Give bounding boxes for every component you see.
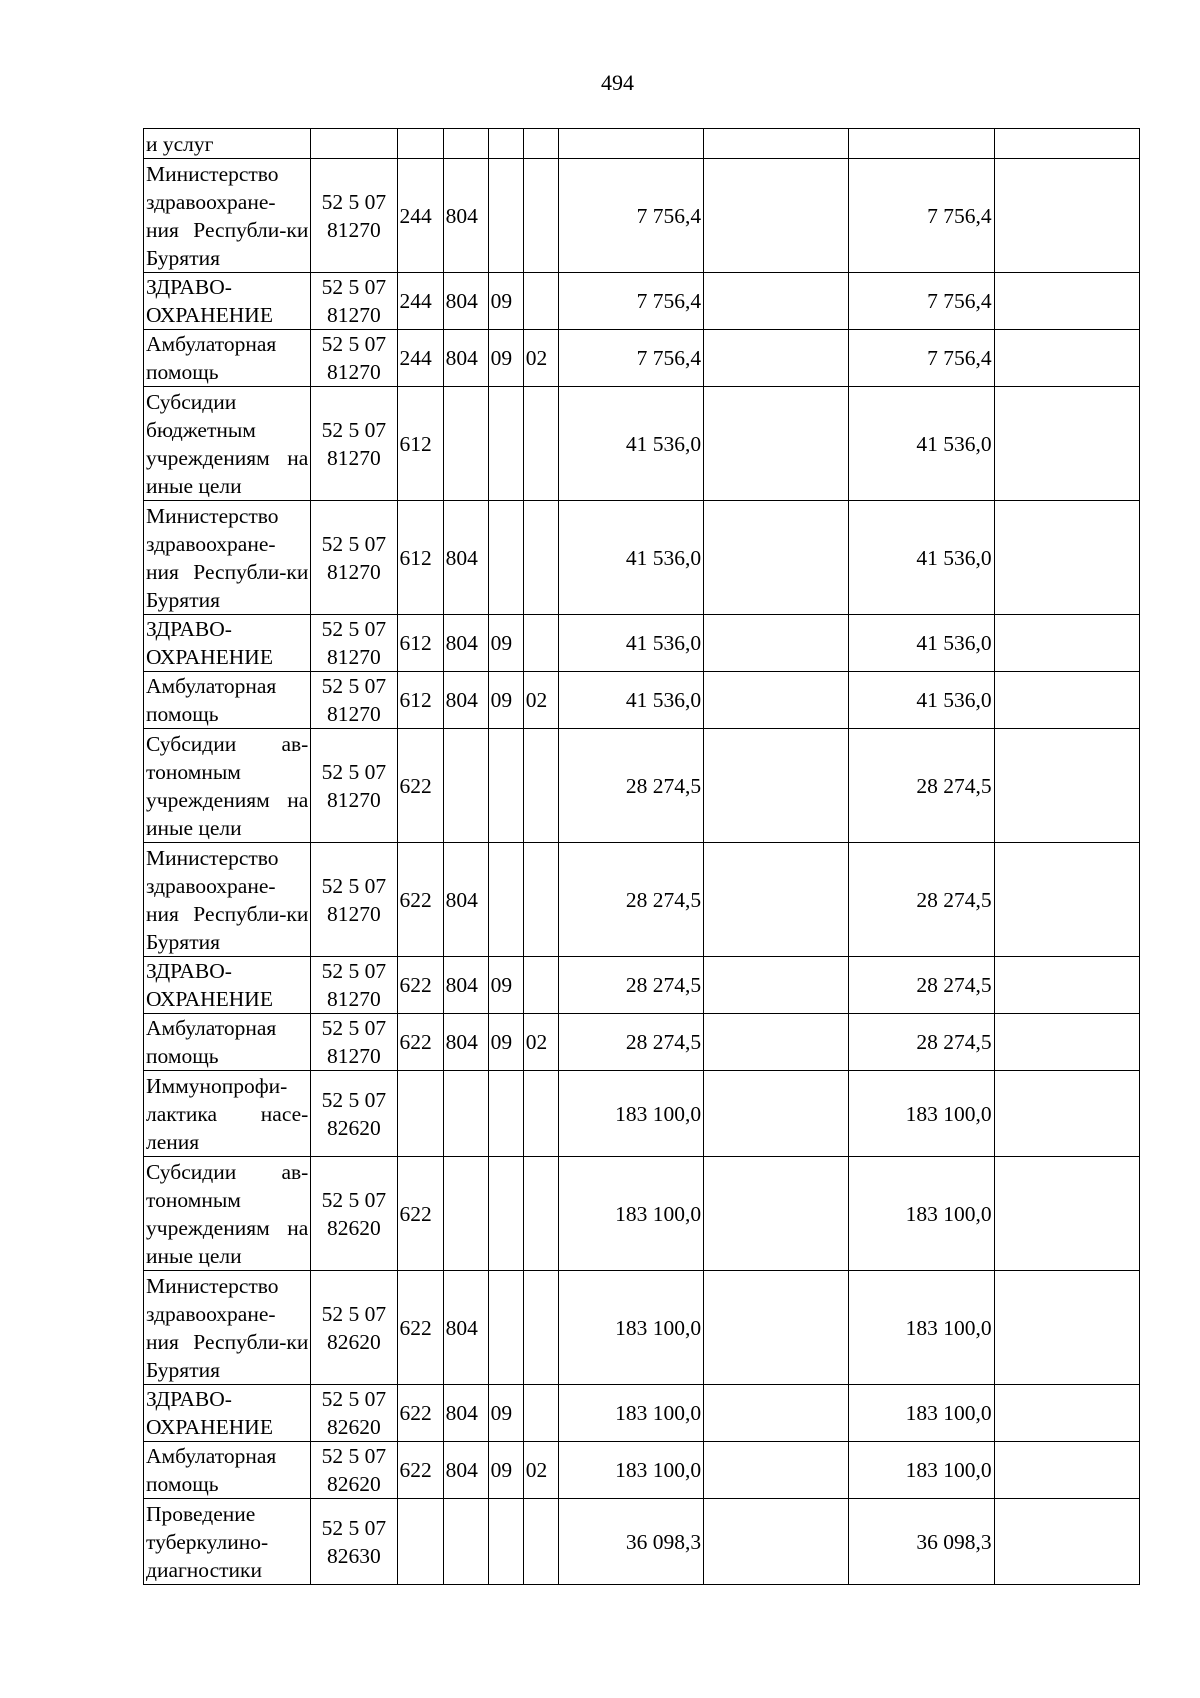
row-name-cell: Амбулаторная помощь bbox=[144, 1014, 311, 1071]
row-sum1-cell: 183 100,0 bbox=[558, 1157, 703, 1271]
row-grbs-cell bbox=[443, 1499, 488, 1585]
row-code-cell: 52 5 07 81270 bbox=[311, 957, 397, 1014]
row-sum3-cell: 28 274,5 bbox=[849, 1014, 994, 1071]
row-sum2-cell bbox=[704, 1385, 849, 1442]
row-sum4-cell bbox=[994, 1014, 1139, 1071]
row-sum4-cell bbox=[994, 1157, 1139, 1271]
row-rz-cell: 09 bbox=[488, 672, 523, 729]
row-sum3-cell: 7 756,4 bbox=[849, 159, 994, 273]
row-sum3-cell: 41 536,0 bbox=[849, 387, 994, 501]
row-vr-cell: 622 bbox=[397, 843, 443, 957]
row-sum2-cell bbox=[704, 1442, 849, 1499]
table-row bbox=[144, 1271, 1140, 1385]
row-sum2-cell bbox=[704, 273, 849, 330]
row-rz-cell bbox=[488, 1271, 523, 1385]
row-pr-cell: 02 bbox=[523, 1442, 558, 1499]
row-sum3-cell: 41 536,0 bbox=[849, 672, 994, 729]
row-code-cell: 52 5 07 81270 bbox=[311, 843, 397, 957]
row-rz-cell bbox=[488, 387, 523, 501]
row-vr-cell: 612 bbox=[397, 672, 443, 729]
row-pr-cell: 02 bbox=[523, 1014, 558, 1071]
row-pr-cell bbox=[523, 1071, 558, 1157]
row-pr-cell bbox=[523, 1385, 558, 1442]
row-sum4-cell bbox=[994, 159, 1139, 273]
table-row bbox=[144, 957, 1140, 1014]
row-name-cell: Иммунопрофи-лактика насе-ления bbox=[144, 1071, 311, 1157]
row-pr-cell bbox=[523, 729, 558, 843]
row-pr-cell bbox=[523, 1271, 558, 1385]
row-vr-cell: 612 bbox=[397, 501, 443, 615]
row-pr-cell bbox=[523, 387, 558, 501]
row-sum4-cell bbox=[994, 387, 1139, 501]
row-sum4-cell bbox=[994, 957, 1139, 1014]
row-sum2-cell bbox=[704, 387, 849, 501]
row-sum2-cell bbox=[704, 1014, 849, 1071]
row-sum3-cell: 183 100,0 bbox=[849, 1071, 994, 1157]
row-vr-cell: 622 bbox=[397, 1385, 443, 1442]
row-rz-cell bbox=[488, 1157, 523, 1271]
row-code-cell: 52 5 07 82620 bbox=[311, 1157, 397, 1271]
row-vr-cell: 622 bbox=[397, 1157, 443, 1271]
table-row bbox=[144, 1014, 1140, 1071]
table-body bbox=[144, 129, 1140, 1585]
row-sum3-cell bbox=[849, 129, 994, 159]
table-row bbox=[144, 330, 1140, 387]
row-rz-cell bbox=[488, 501, 523, 615]
row-name-cell: Министерство здравоохране-ния Республи-ки Бурятия bbox=[144, 843, 311, 957]
row-name-cell: Министерство здравоохране-ния Республи-ки Бурятия bbox=[144, 159, 311, 273]
row-grbs-cell: 804 bbox=[443, 1385, 488, 1442]
row-code-cell: 52 5 07 82630 bbox=[311, 1499, 397, 1585]
row-code-cell: 52 5 07 81270 bbox=[311, 729, 397, 843]
row-rz-cell bbox=[488, 129, 523, 159]
row-pr-cell bbox=[523, 957, 558, 1014]
row-pr-cell bbox=[523, 501, 558, 615]
row-grbs-cell: 804 bbox=[443, 501, 488, 615]
row-sum3-cell: 183 100,0 bbox=[849, 1442, 994, 1499]
row-name-cell: Субсидии бюджетным учреждениям на иные цели bbox=[144, 387, 311, 501]
row-code-cell: 52 5 07 81270 bbox=[311, 273, 397, 330]
row-name-cell: Министерство здравоохране-ния Республи-ки Бурятия bbox=[144, 501, 311, 615]
row-name-cell: Субсидии ав-тономным учреждениям на иные цели bbox=[144, 729, 311, 843]
row-rz-cell: 09 bbox=[488, 615, 523, 672]
row-sum1-cell: 7 756,4 bbox=[558, 273, 703, 330]
row-name-cell: ЗДРАВО-ОХРАНЕНИЕ bbox=[144, 615, 311, 672]
budget-table bbox=[143, 128, 1140, 1585]
row-sum2-cell bbox=[704, 1271, 849, 1385]
row-sum4-cell bbox=[994, 501, 1139, 615]
row-rz-cell bbox=[488, 1071, 523, 1157]
row-sum2-cell bbox=[704, 159, 849, 273]
row-vr-cell: 612 bbox=[397, 615, 443, 672]
row-vr-cell bbox=[397, 1071, 443, 1157]
row-rz-cell bbox=[488, 843, 523, 957]
row-sum3-cell: 41 536,0 bbox=[849, 501, 994, 615]
row-vr-cell: 622 bbox=[397, 1442, 443, 1499]
row-sum2-cell bbox=[704, 957, 849, 1014]
row-sum2-cell bbox=[704, 129, 849, 159]
row-name-cell: Проведение туберкулино-диагностики bbox=[144, 1499, 311, 1585]
row-code-cell: 52 5 07 81270 bbox=[311, 159, 397, 273]
row-sum2-cell bbox=[704, 729, 849, 843]
row-sum1-cell: 183 100,0 bbox=[558, 1071, 703, 1157]
row-grbs-cell: 804 bbox=[443, 1014, 488, 1071]
row-rz-cell: 09 bbox=[488, 273, 523, 330]
row-sum4-cell bbox=[994, 615, 1139, 672]
table-row bbox=[144, 159, 1140, 273]
row-code-cell: 52 5 07 82620 bbox=[311, 1071, 397, 1157]
row-pr-cell bbox=[523, 1499, 558, 1585]
row-sum4-cell bbox=[994, 1499, 1139, 1585]
row-name-cell: ЗДРАВО-ОХРАНЕНИЕ bbox=[144, 1385, 311, 1442]
row-sum3-cell: 183 100,0 bbox=[849, 1385, 994, 1442]
row-sum1-cell: 41 536,0 bbox=[558, 615, 703, 672]
row-sum1-cell: 7 756,4 bbox=[558, 330, 703, 387]
row-sum4-cell bbox=[994, 843, 1139, 957]
row-sum1-cell: 36 098,3 bbox=[558, 1499, 703, 1585]
row-sum4-cell bbox=[994, 1442, 1139, 1499]
row-pr-cell bbox=[523, 1157, 558, 1271]
row-code-cell: 52 5 07 81270 bbox=[311, 615, 397, 672]
row-sum3-cell: 183 100,0 bbox=[849, 1271, 994, 1385]
row-sum2-cell bbox=[704, 1071, 849, 1157]
row-sum2-cell bbox=[704, 1157, 849, 1271]
row-vr-cell: 622 bbox=[397, 729, 443, 843]
row-sum2-cell bbox=[704, 1499, 849, 1585]
row-rz-cell bbox=[488, 1499, 523, 1585]
row-rz-cell: 09 bbox=[488, 1385, 523, 1442]
row-sum2-cell bbox=[704, 615, 849, 672]
table-row bbox=[144, 843, 1140, 957]
row-sum1-cell: 183 100,0 bbox=[558, 1271, 703, 1385]
row-name-cell: и услуг bbox=[144, 129, 311, 159]
table-row bbox=[144, 273, 1140, 330]
row-vr-cell: 244 bbox=[397, 273, 443, 330]
row-sum3-cell: 41 536,0 bbox=[849, 615, 994, 672]
row-vr-cell: 622 bbox=[397, 957, 443, 1014]
row-sum1-cell: 7 756,4 bbox=[558, 159, 703, 273]
row-grbs-cell: 804 bbox=[443, 957, 488, 1014]
row-grbs-cell bbox=[443, 387, 488, 501]
row-name-cell: Амбулаторная помощь bbox=[144, 672, 311, 729]
row-name-cell: Субсидии ав-тономным учреждениям на иные цели bbox=[144, 1157, 311, 1271]
row-grbs-cell: 804 bbox=[443, 615, 488, 672]
row-code-cell: 52 5 07 81270 bbox=[311, 330, 397, 387]
table-row bbox=[144, 615, 1140, 672]
row-sum1-cell: 183 100,0 bbox=[558, 1385, 703, 1442]
row-pr-cell: 02 bbox=[523, 330, 558, 387]
row-code-cell: 52 5 07 81270 bbox=[311, 672, 397, 729]
row-vr-cell: 622 bbox=[397, 1014, 443, 1071]
row-code-cell: 52 5 07 82620 bbox=[311, 1271, 397, 1385]
table-row bbox=[144, 1499, 1140, 1585]
table-row bbox=[144, 1071, 1140, 1157]
row-grbs-cell: 804 bbox=[443, 159, 488, 273]
row-sum4-cell bbox=[994, 672, 1139, 729]
row-grbs-cell: 804 bbox=[443, 330, 488, 387]
row-sum4-cell bbox=[994, 1071, 1139, 1157]
row-vr-cell: 244 bbox=[397, 159, 443, 273]
row-vr-cell bbox=[397, 1499, 443, 1585]
row-sum1-cell: 41 536,0 bbox=[558, 387, 703, 501]
row-pr-cell: 02 bbox=[523, 672, 558, 729]
table-row bbox=[144, 1442, 1140, 1499]
row-sum3-cell: 36 098,3 bbox=[849, 1499, 994, 1585]
row-sum1-cell bbox=[558, 129, 703, 159]
row-name-cell: Амбулаторная помощь bbox=[144, 1442, 311, 1499]
table-row bbox=[144, 1385, 1140, 1442]
row-sum4-cell bbox=[994, 330, 1139, 387]
row-name-cell: ЗДРАВО-ОХРАНЕНИЕ bbox=[144, 273, 311, 330]
row-sum2-cell bbox=[704, 501, 849, 615]
row-code-cell: 52 5 07 82620 bbox=[311, 1442, 397, 1499]
row-vr-cell: 244 bbox=[397, 330, 443, 387]
row-code-cell: 52 5 07 81270 bbox=[311, 501, 397, 615]
row-sum1-cell: 28 274,5 bbox=[558, 843, 703, 957]
row-vr-cell: 612 bbox=[397, 387, 443, 501]
row-pr-cell bbox=[523, 159, 558, 273]
row-grbs-cell bbox=[443, 1157, 488, 1271]
table-row bbox=[144, 672, 1140, 729]
row-grbs-cell: 804 bbox=[443, 1271, 488, 1385]
row-sum4-cell bbox=[994, 273, 1139, 330]
row-sum2-cell bbox=[704, 672, 849, 729]
table-row bbox=[144, 729, 1140, 843]
row-sum3-cell: 28 274,5 bbox=[849, 843, 994, 957]
row-grbs-cell bbox=[443, 129, 488, 159]
row-sum4-cell bbox=[994, 1271, 1139, 1385]
row-name-cell: ЗДРАВО-ОХРАНЕНИЕ bbox=[144, 957, 311, 1014]
row-code-cell: 52 5 07 82620 bbox=[311, 1385, 397, 1442]
row-vr-cell: 622 bbox=[397, 1271, 443, 1385]
row-grbs-cell: 804 bbox=[443, 1442, 488, 1499]
table-row bbox=[144, 1157, 1140, 1271]
row-sum1-cell: 41 536,0 bbox=[558, 501, 703, 615]
table-row bbox=[144, 501, 1140, 615]
row-sum1-cell: 28 274,5 bbox=[558, 729, 703, 843]
row-sum4-cell bbox=[994, 1385, 1139, 1442]
row-sum1-cell: 183 100,0 bbox=[558, 1442, 703, 1499]
row-sum1-cell: 41 536,0 bbox=[558, 672, 703, 729]
row-grbs-cell bbox=[443, 1071, 488, 1157]
row-name-cell: Министерство здравоохране-ния Республи-ки Бурятия bbox=[144, 1271, 311, 1385]
row-sum1-cell: 28 274,5 bbox=[558, 957, 703, 1014]
row-code-cell: 52 5 07 81270 bbox=[311, 387, 397, 501]
page-number: 494 bbox=[601, 70, 634, 95]
row-rz-cell: 09 bbox=[488, 330, 523, 387]
row-sum3-cell: 28 274,5 bbox=[849, 957, 994, 1014]
row-sum2-cell bbox=[704, 330, 849, 387]
row-pr-cell bbox=[523, 273, 558, 330]
row-code-cell bbox=[311, 129, 397, 159]
row-sum4-cell bbox=[994, 129, 1139, 159]
row-grbs-cell: 804 bbox=[443, 672, 488, 729]
row-grbs-cell: 804 bbox=[443, 843, 488, 957]
row-grbs-cell bbox=[443, 729, 488, 843]
row-rz-cell: 09 bbox=[488, 1442, 523, 1499]
row-vr-cell bbox=[397, 129, 443, 159]
row-sum1-cell: 28 274,5 bbox=[558, 1014, 703, 1071]
row-pr-cell bbox=[523, 843, 558, 957]
row-pr-cell bbox=[523, 615, 558, 672]
row-sum3-cell: 7 756,4 bbox=[849, 273, 994, 330]
row-sum3-cell: 7 756,4 bbox=[849, 330, 994, 387]
table-row bbox=[144, 129, 1140, 159]
row-rz-cell bbox=[488, 729, 523, 843]
row-name-cell: Амбулаторная помощь bbox=[144, 330, 311, 387]
row-sum3-cell: 28 274,5 bbox=[849, 729, 994, 843]
row-code-cell: 52 5 07 81270 bbox=[311, 1014, 397, 1071]
row-rz-cell: 09 bbox=[488, 1014, 523, 1071]
row-grbs-cell: 804 bbox=[443, 273, 488, 330]
table-row bbox=[144, 387, 1140, 501]
row-rz-cell bbox=[488, 159, 523, 273]
row-sum2-cell bbox=[704, 843, 849, 957]
row-pr-cell bbox=[523, 129, 558, 159]
row-sum4-cell bbox=[994, 729, 1139, 843]
row-rz-cell: 09 bbox=[488, 957, 523, 1014]
row-sum3-cell: 183 100,0 bbox=[849, 1157, 994, 1271]
